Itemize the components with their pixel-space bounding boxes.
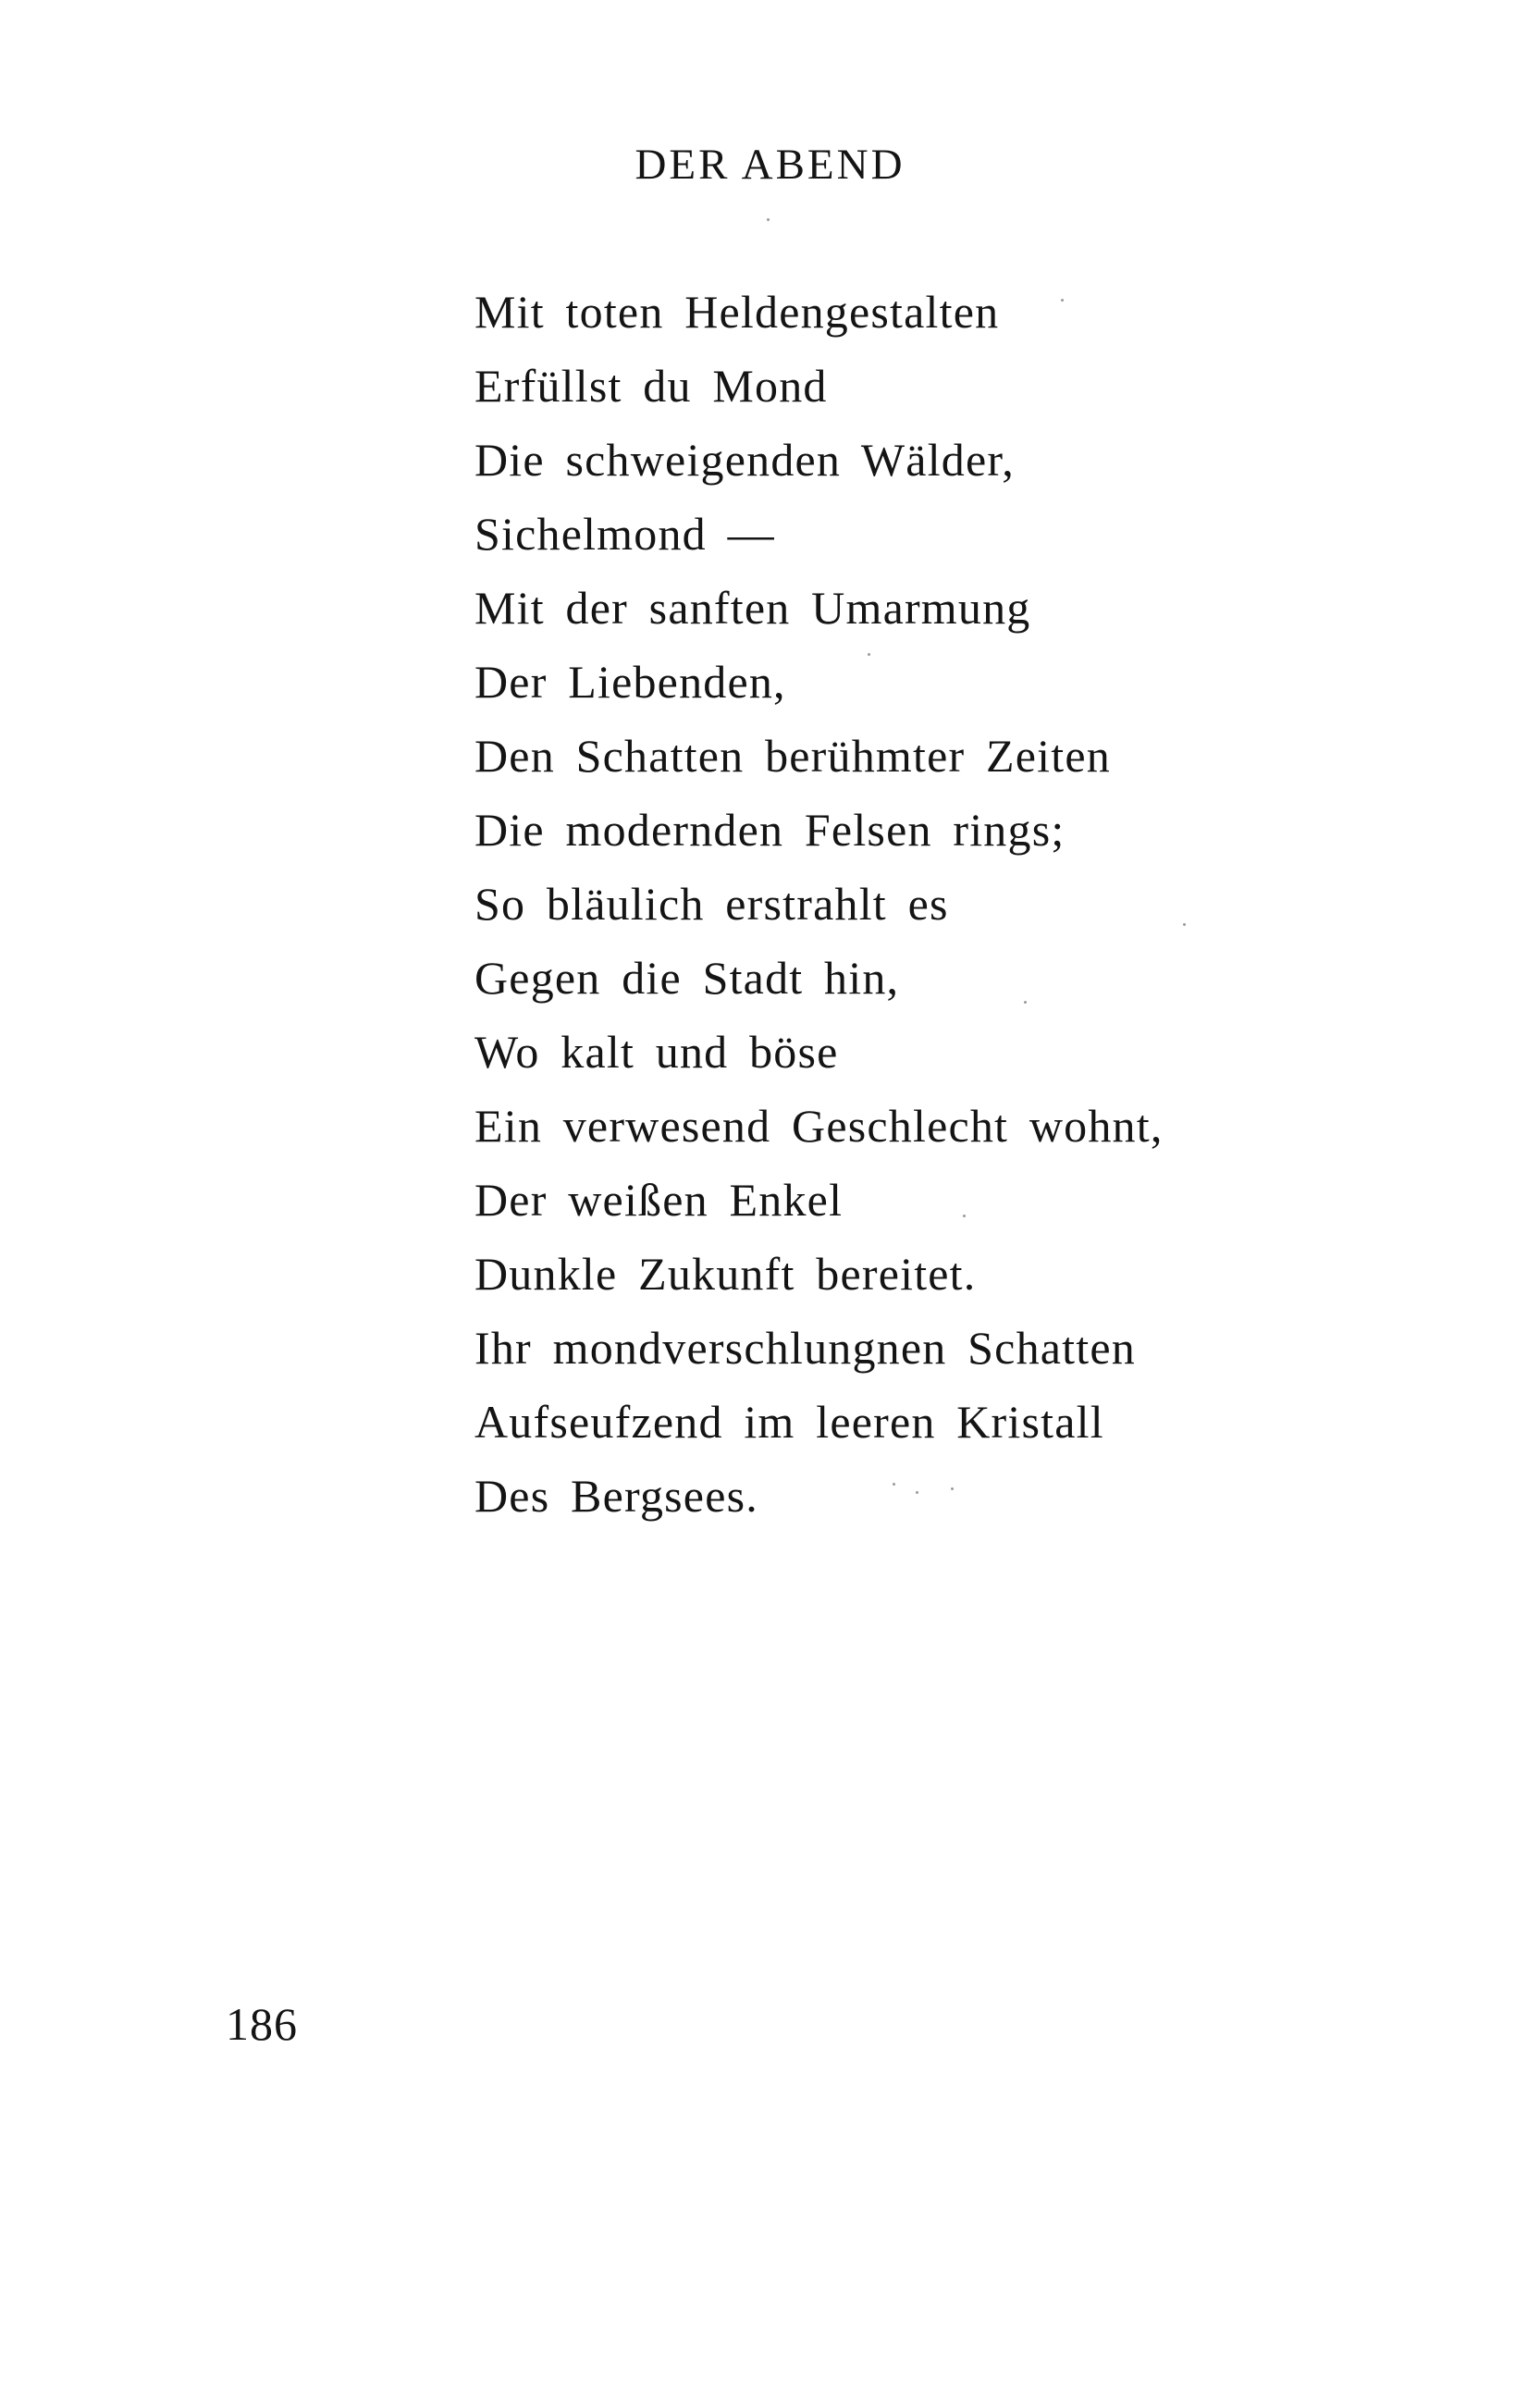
poem-body — [474, 275, 1492, 1533]
scan-speck — [1183, 923, 1186, 926]
poem-line: So bläulich erstrahlt es — [474, 878, 949, 930]
poem-line: Aufseufzend im leeren Kristall — [474, 1396, 1104, 1448]
scan-speck — [951, 1487, 954, 1490]
scan-speck — [963, 1215, 966, 1217]
poem-title: DER ABEND — [634, 141, 906, 189]
scan-speck — [767, 218, 770, 221]
poem-line: Ein verwesend Geschlecht wohnt, — [474, 1100, 1164, 1152]
poem-line: Wo kalt und böse — [474, 1026, 839, 1078]
scan-speck — [916, 1491, 918, 1494]
scan-speck — [868, 653, 870, 656]
poem-line: Der Liebenden, — [474, 656, 786, 708]
scan-speck — [1061, 299, 1064, 302]
poem-line: Sichelmond — — [474, 508, 775, 560]
poem-line: Des Bergsees. — [474, 1470, 758, 1522]
poem-line: Mit der sanften Umarmung — [474, 582, 1031, 634]
page-number: 186 — [226, 1998, 298, 2050]
poem-line: Die modernden Felsen rings; — [474, 804, 1066, 856]
poem-line: Mit toten Heldengestalten — [474, 286, 1000, 338]
poem-line: Erfüllst du Mond — [474, 360, 828, 412]
scan-speck — [1024, 1001, 1027, 1004]
poem-line: Dunkle Zukunft bereitet. — [474, 1248, 977, 1300]
poem-line: Gegen die Stadt hin, — [474, 952, 900, 1004]
scan-speck — [893, 1483, 895, 1486]
poem-line: Der weißen Enkel — [474, 1174, 844, 1226]
poem-line: Die schweigenden Wälder, — [474, 434, 1015, 486]
poem-line: Ihr mondverschlungnen Schatten — [474, 1322, 1136, 1374]
poem-line: Den Schatten berühmter Zeiten — [474, 730, 1111, 782]
